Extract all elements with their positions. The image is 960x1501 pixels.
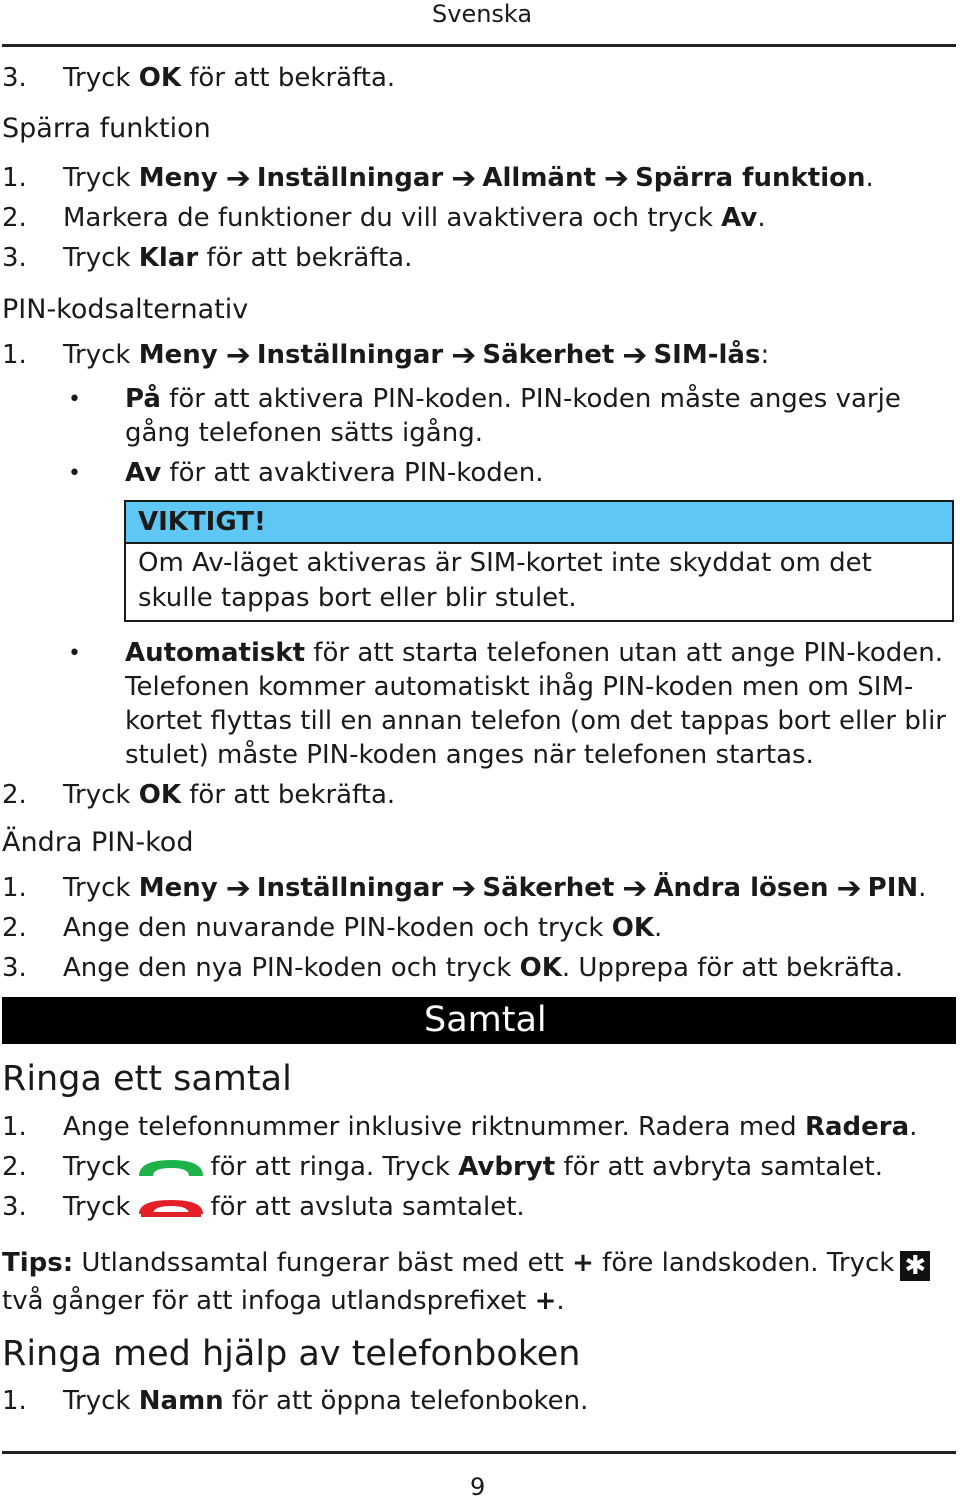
arrow-right-icon: ➔ — [836, 871, 862, 906]
bullet-icon: • — [68, 641, 81, 666]
important-note — [124, 500, 954, 622]
tips-line-1: Tips: Utlandssamtal fungerar bäst med ett + före landskoden. Tryck ✱ — [2, 1246, 960, 1281]
arrow-right-icon: ➔ — [603, 161, 630, 196]
page-number: 9 — [470, 1473, 486, 1501]
arrow-right-icon: ➔ — [225, 161, 251, 196]
page-header-language: Svenska — [432, 0, 533, 28]
arrow-right-icon: ➔ — [451, 871, 477, 906]
section-title-sparra: Spärra funktion — [2, 113, 211, 144]
star-key-icon: ✱ — [900, 1251, 930, 1281]
section-title-make-call: Ringa ett samtal — [2, 1059, 292, 1099]
chapter-title: Samtal — [424, 1000, 547, 1040]
header-rule — [2, 44, 956, 47]
bullet-icon: • — [68, 461, 81, 486]
section-title-change-pin: Ändra PIN-kod — [2, 827, 194, 858]
arrow-right-icon: ➔ — [451, 161, 477, 196]
note-heading: VIKTIGT! — [126, 502, 952, 544]
footer-rule — [2, 1451, 956, 1454]
red-end-key-icon — [137, 1196, 205, 1218]
arrow-right-icon: ➔ — [622, 871, 648, 906]
bullet-item: Automatiskt för att starta telefonen utan att ange PIN-koden. Telefonen kommer automatiskt ihåg PIN-koden men om SIM- kortet flyttas till en annan telefon (om det tappas bort eller blir stulet) måste PIN-koden anges när telefonen startas. — [125, 638, 946, 770]
arrow-right-icon: ➔ — [451, 338, 477, 373]
arrow-right-icon: ➔ — [225, 338, 251, 373]
arrow-right-icon: ➔ — [225, 871, 251, 906]
arrow-right-icon: ➔ — [622, 338, 648, 373]
chapter-banner — [2, 997, 956, 1044]
bullet-icon: • — [68, 387, 81, 412]
bullet-item: På för att aktivera PIN-koden. PIN-koden måste anges varje gång telefonen sätts igång. — [125, 384, 901, 448]
section-title-call-phonebook: Ringa med hjälp av telefonboken — [2, 1334, 581, 1374]
section-title-pin-options: PIN-kodsalternativ — [2, 294, 249, 325]
bullet-item: Av för att avaktivera PIN-koden. — [125, 458, 544, 488]
note-body: Om Av-läget aktiveras är SIM-kortet inte skyddat om det skulle tappas bort eller blir stulet. — [138, 548, 872, 613]
tips-line-2: två gånger för att infoga utlandsprefixet +. — [2, 1286, 565, 1316]
green-call-key-icon — [137, 1156, 205, 1178]
